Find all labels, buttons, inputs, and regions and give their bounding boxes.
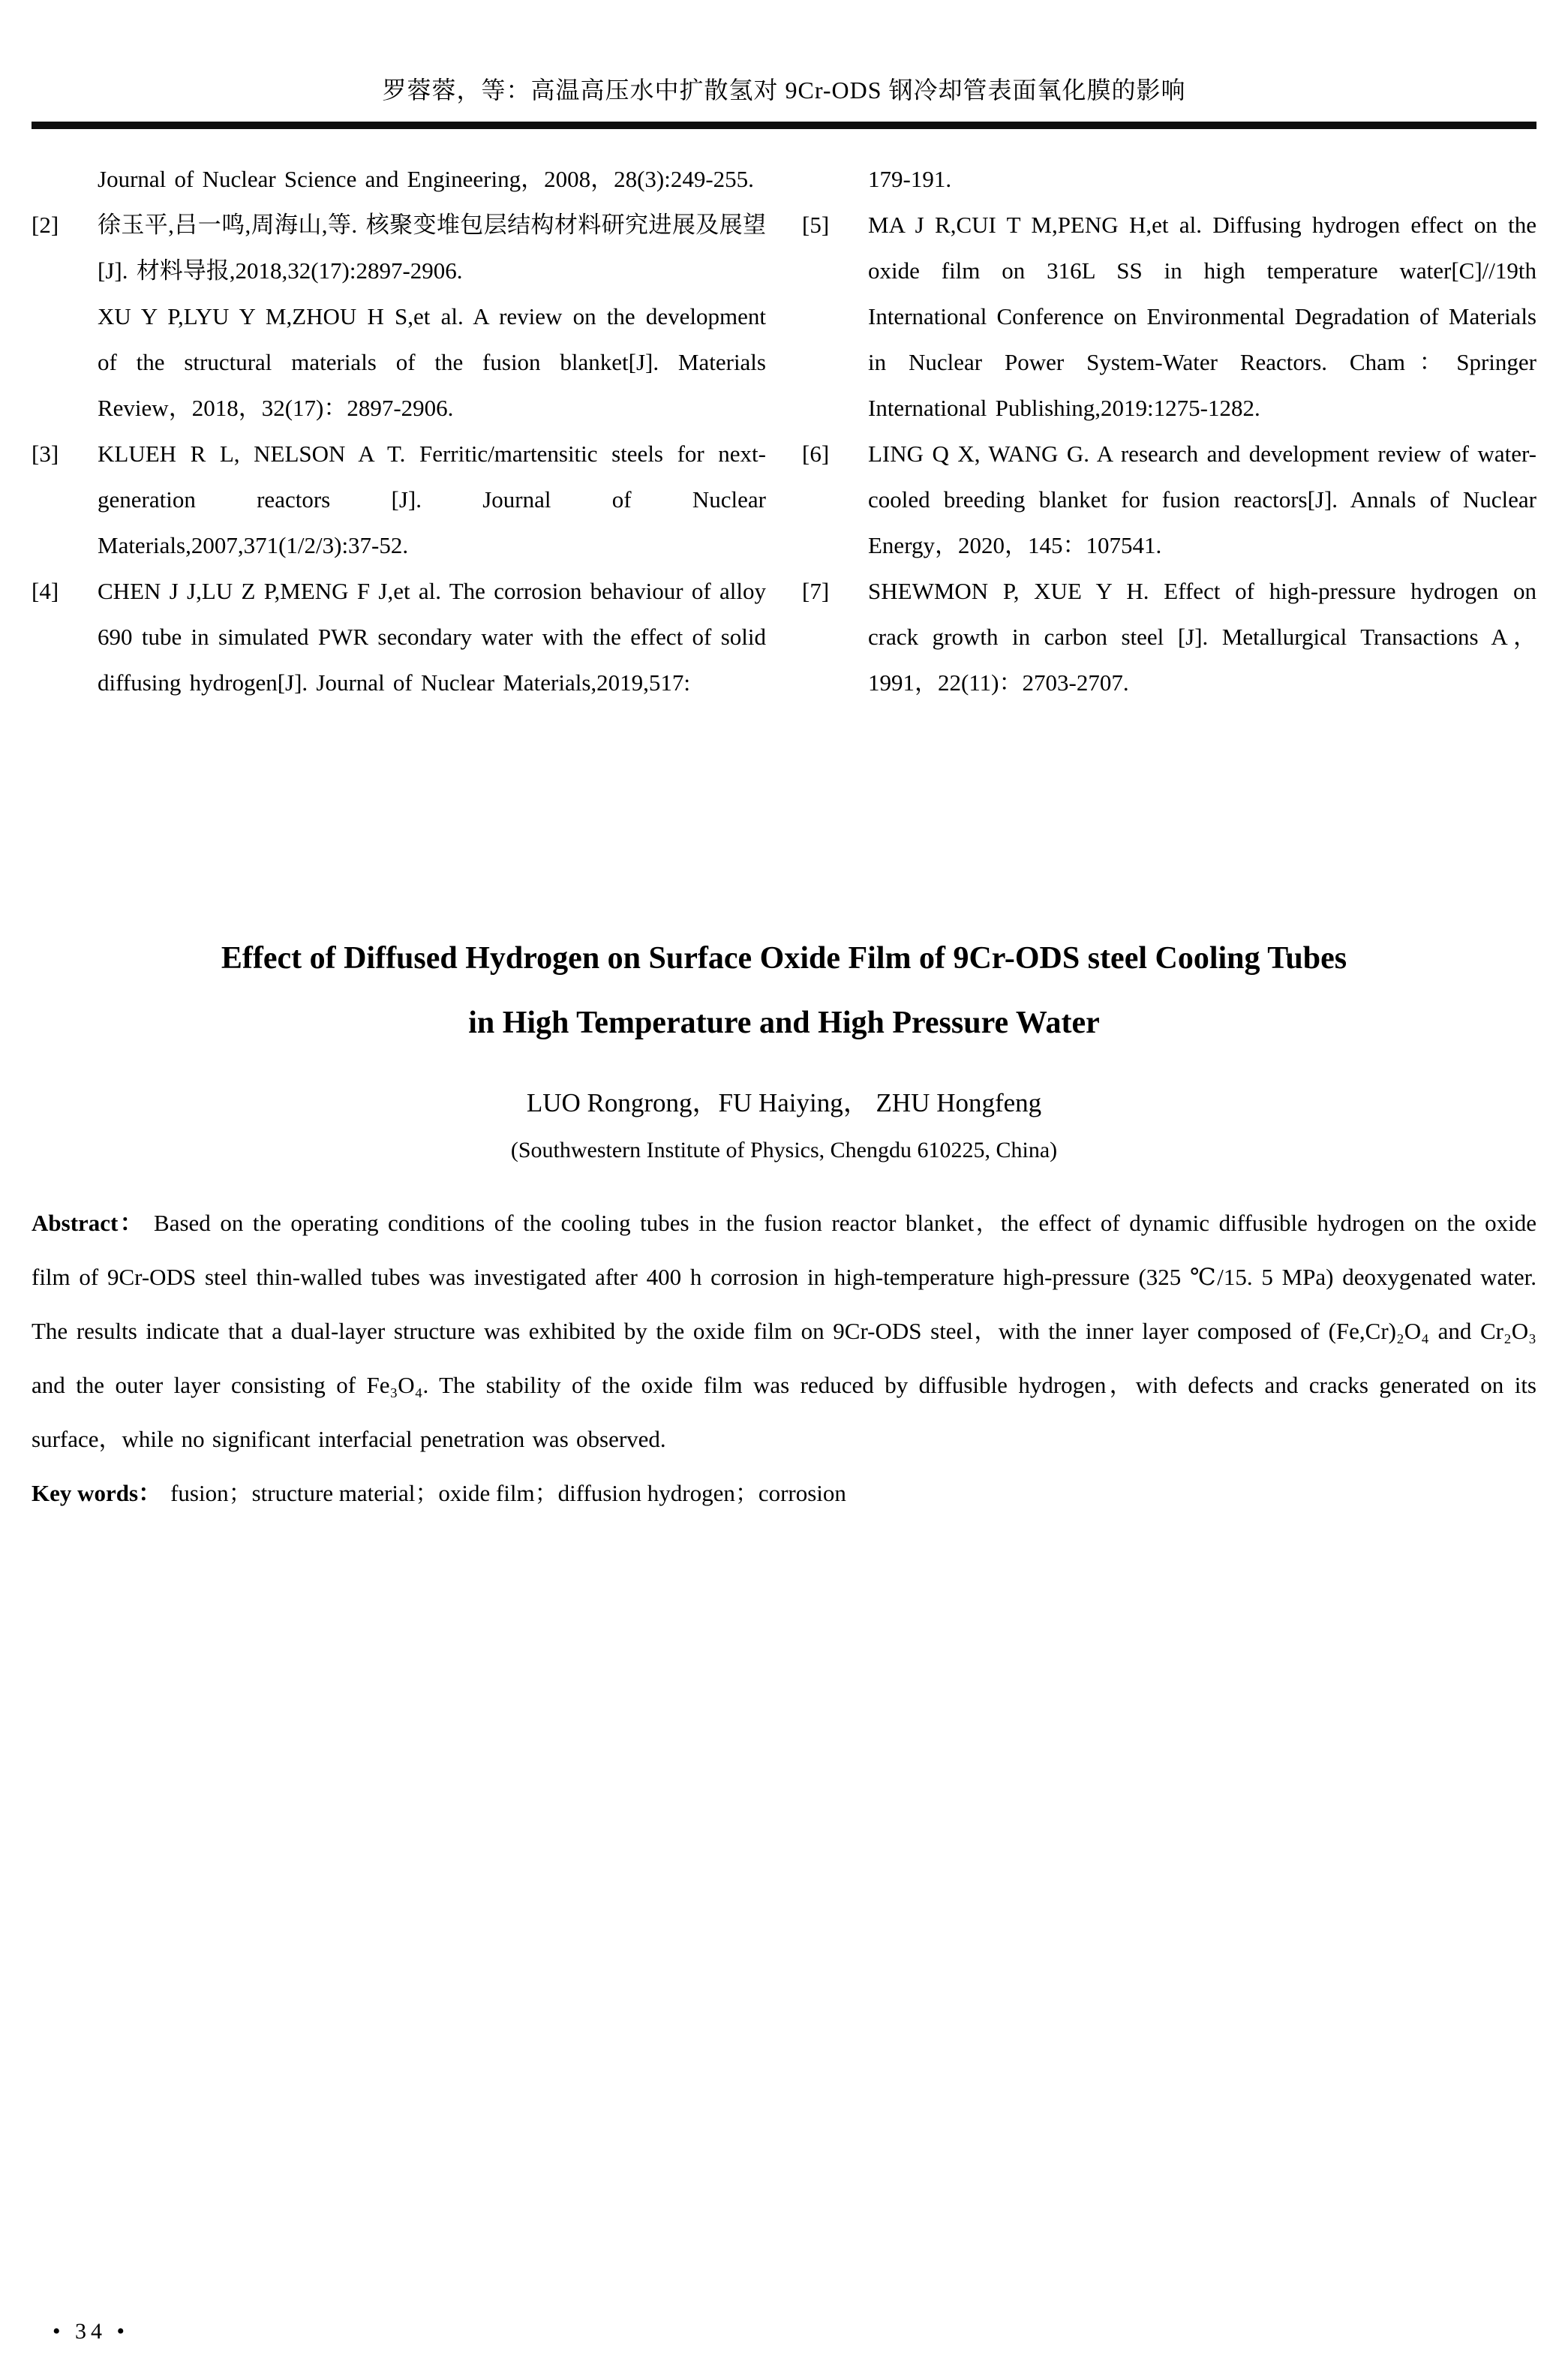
reference-marker: [7] — [802, 578, 830, 604]
affiliation-line: (Southwestern Institute of Physics, Chengdu 610225, China) — [510, 1138, 1058, 1162]
keywords-text: fusion；structure material；oxide film；diffusion hydrogen；corrosion — [170, 1480, 846, 1506]
references-column-right — [802, 156, 1536, 854]
reference-text — [98, 568, 766, 705]
reference-text-part: LING Q X, WANG G. A research and development review of water-cooled breeding blanket for fusion reactors[J]. Annals of Nuclear Energy，2020，145：107541. — [868, 441, 1536, 558]
reference-item-3 — [32, 431, 766, 568]
keywords-paragraph — [32, 1469, 1536, 1517]
reference-item-4-continuation — [802, 156, 1536, 202]
reference-text-part: Journal of Nuclear Science and Engineering，2008，28(3):249-255. — [98, 166, 754, 192]
reference-text — [98, 202, 766, 431]
running-head: 罗蓉蓉，等：高温高压水中扩散氢对 9Cr-ODS 钢冷却管表面氧化膜的影响 — [382, 77, 1186, 104]
reference-item-1-continuation — [32, 156, 766, 202]
reference-text — [98, 156, 766, 202]
reference-text-part: 179-191. — [868, 166, 952, 192]
reference-item-6 — [802, 431, 1536, 568]
reference-marker: [5] — [802, 212, 830, 238]
reference-text — [868, 568, 1536, 705]
header-rule — [32, 122, 1536, 129]
reference-text-part: SHEWMON P, XUE Y H. Effect of high-pressure hydrogen on crack growth in carbon steel [J]. Metallurgical Transactions A，1991，22(11)：2703-2707. — [868, 578, 1536, 696]
reference-text — [868, 156, 1536, 202]
reference-text — [868, 202, 1536, 431]
page-number: • 34 • — [53, 2319, 130, 2344]
reference-marker: [2] — [32, 212, 59, 238]
reference-marker: [4] — [32, 578, 59, 604]
reference-text — [868, 431, 1536, 568]
reference-text-part: CHEN J J,LU Z P,MENG F J,et al. The corrosion behaviour of alloy 690 tube in simulated PWR secondary water with the effect of solid diffusing hydrogen[J]. Journal of Nuclear Materials,2019,517: — [98, 578, 766, 696]
reference-marker: [6] — [802, 441, 830, 467]
reference-text — [98, 431, 766, 568]
abstract-paragraph — [32, 1196, 1536, 1466]
reference-text-part: KLUEH R L, NELSON A T. Ferritic/martensitic steels for next-generation reactors [J]. Journal of Nuclear Materials,2007,371(1/2/3):37-52. — [98, 441, 766, 558]
english-title-line2: in High Temperature and High Pressure Water — [468, 1006, 1100, 1040]
reference-item-2 — [32, 202, 766, 431]
reference-item-4 — [32, 568, 766, 705]
reference-text-part-chinese: 徐玉平,吕一鸣,周海山,等. 核聚变堆包层结构材料研究进展及展望[J]. 材料导报,2018,32(17):2897-2906. — [98, 212, 766, 284]
authors-line: LUO Rongrong，FU Haiying， ZHU Hongfeng — [526, 1088, 1042, 1117]
reference-marker: [3] — [32, 441, 59, 467]
reference-item-7 — [802, 568, 1536, 705]
abstract-text: Based on the operating conditions of the cooling tubes in the fusion reactor blanket，the effect of dynamic diffusible hydrogen on the oxide film of 9Cr-ODS steel thin-walled tubes was investigated after 400 h corrosion in high-temperature high-pressure (325 ℃/15. 5 MPa) deoxygenated water. The results indicate that a dual-layer structure was exhibited by the oxide film on 9Cr-ODS steel，with the inner layer composed of (Fe,Cr)₂O₄ and Cr₂O₃ and the outer layer consisting of Fe₃O₄. The stability of the oxide film was reduced by diffusible hydrogen，with defects and cracks generated on its surface，while no significant interfacial penetration was observed. — [32, 1210, 1537, 1452]
abstract-label: Abstract： — [32, 1210, 146, 1236]
references-column-left — [32, 156, 766, 854]
english-title-line1: Effect of Diffused Hydrogen on Surface Oxide Film of 9Cr-ODS steel Cooling Tubes — [221, 941, 1347, 976]
reference-text-part-english: XU Y P,LYU Y M,ZHOU H S,et al. A review on the development of the structural materials of the fusion blanket[J]. Materials Review，2018，32(17)：2897-2906. — [98, 303, 766, 421]
references-section — [0, 129, 1568, 854]
english-paper-title — [0, 926, 1568, 1055]
reference-item-5 — [802, 202, 1536, 431]
reference-text-part: MA J R,CUI T M,PENG H,et al. Diffusing hydrogen effect on the oxide film on 316L SS in high temperature water[C]//19th International Conference on Environmental Degradation of Materials in Nuclear Power System-Water Reactors. Cham：Springer International Publishing,2019:1275-1282. — [868, 212, 1536, 421]
keywords-label: Key words： — [32, 1480, 162, 1506]
